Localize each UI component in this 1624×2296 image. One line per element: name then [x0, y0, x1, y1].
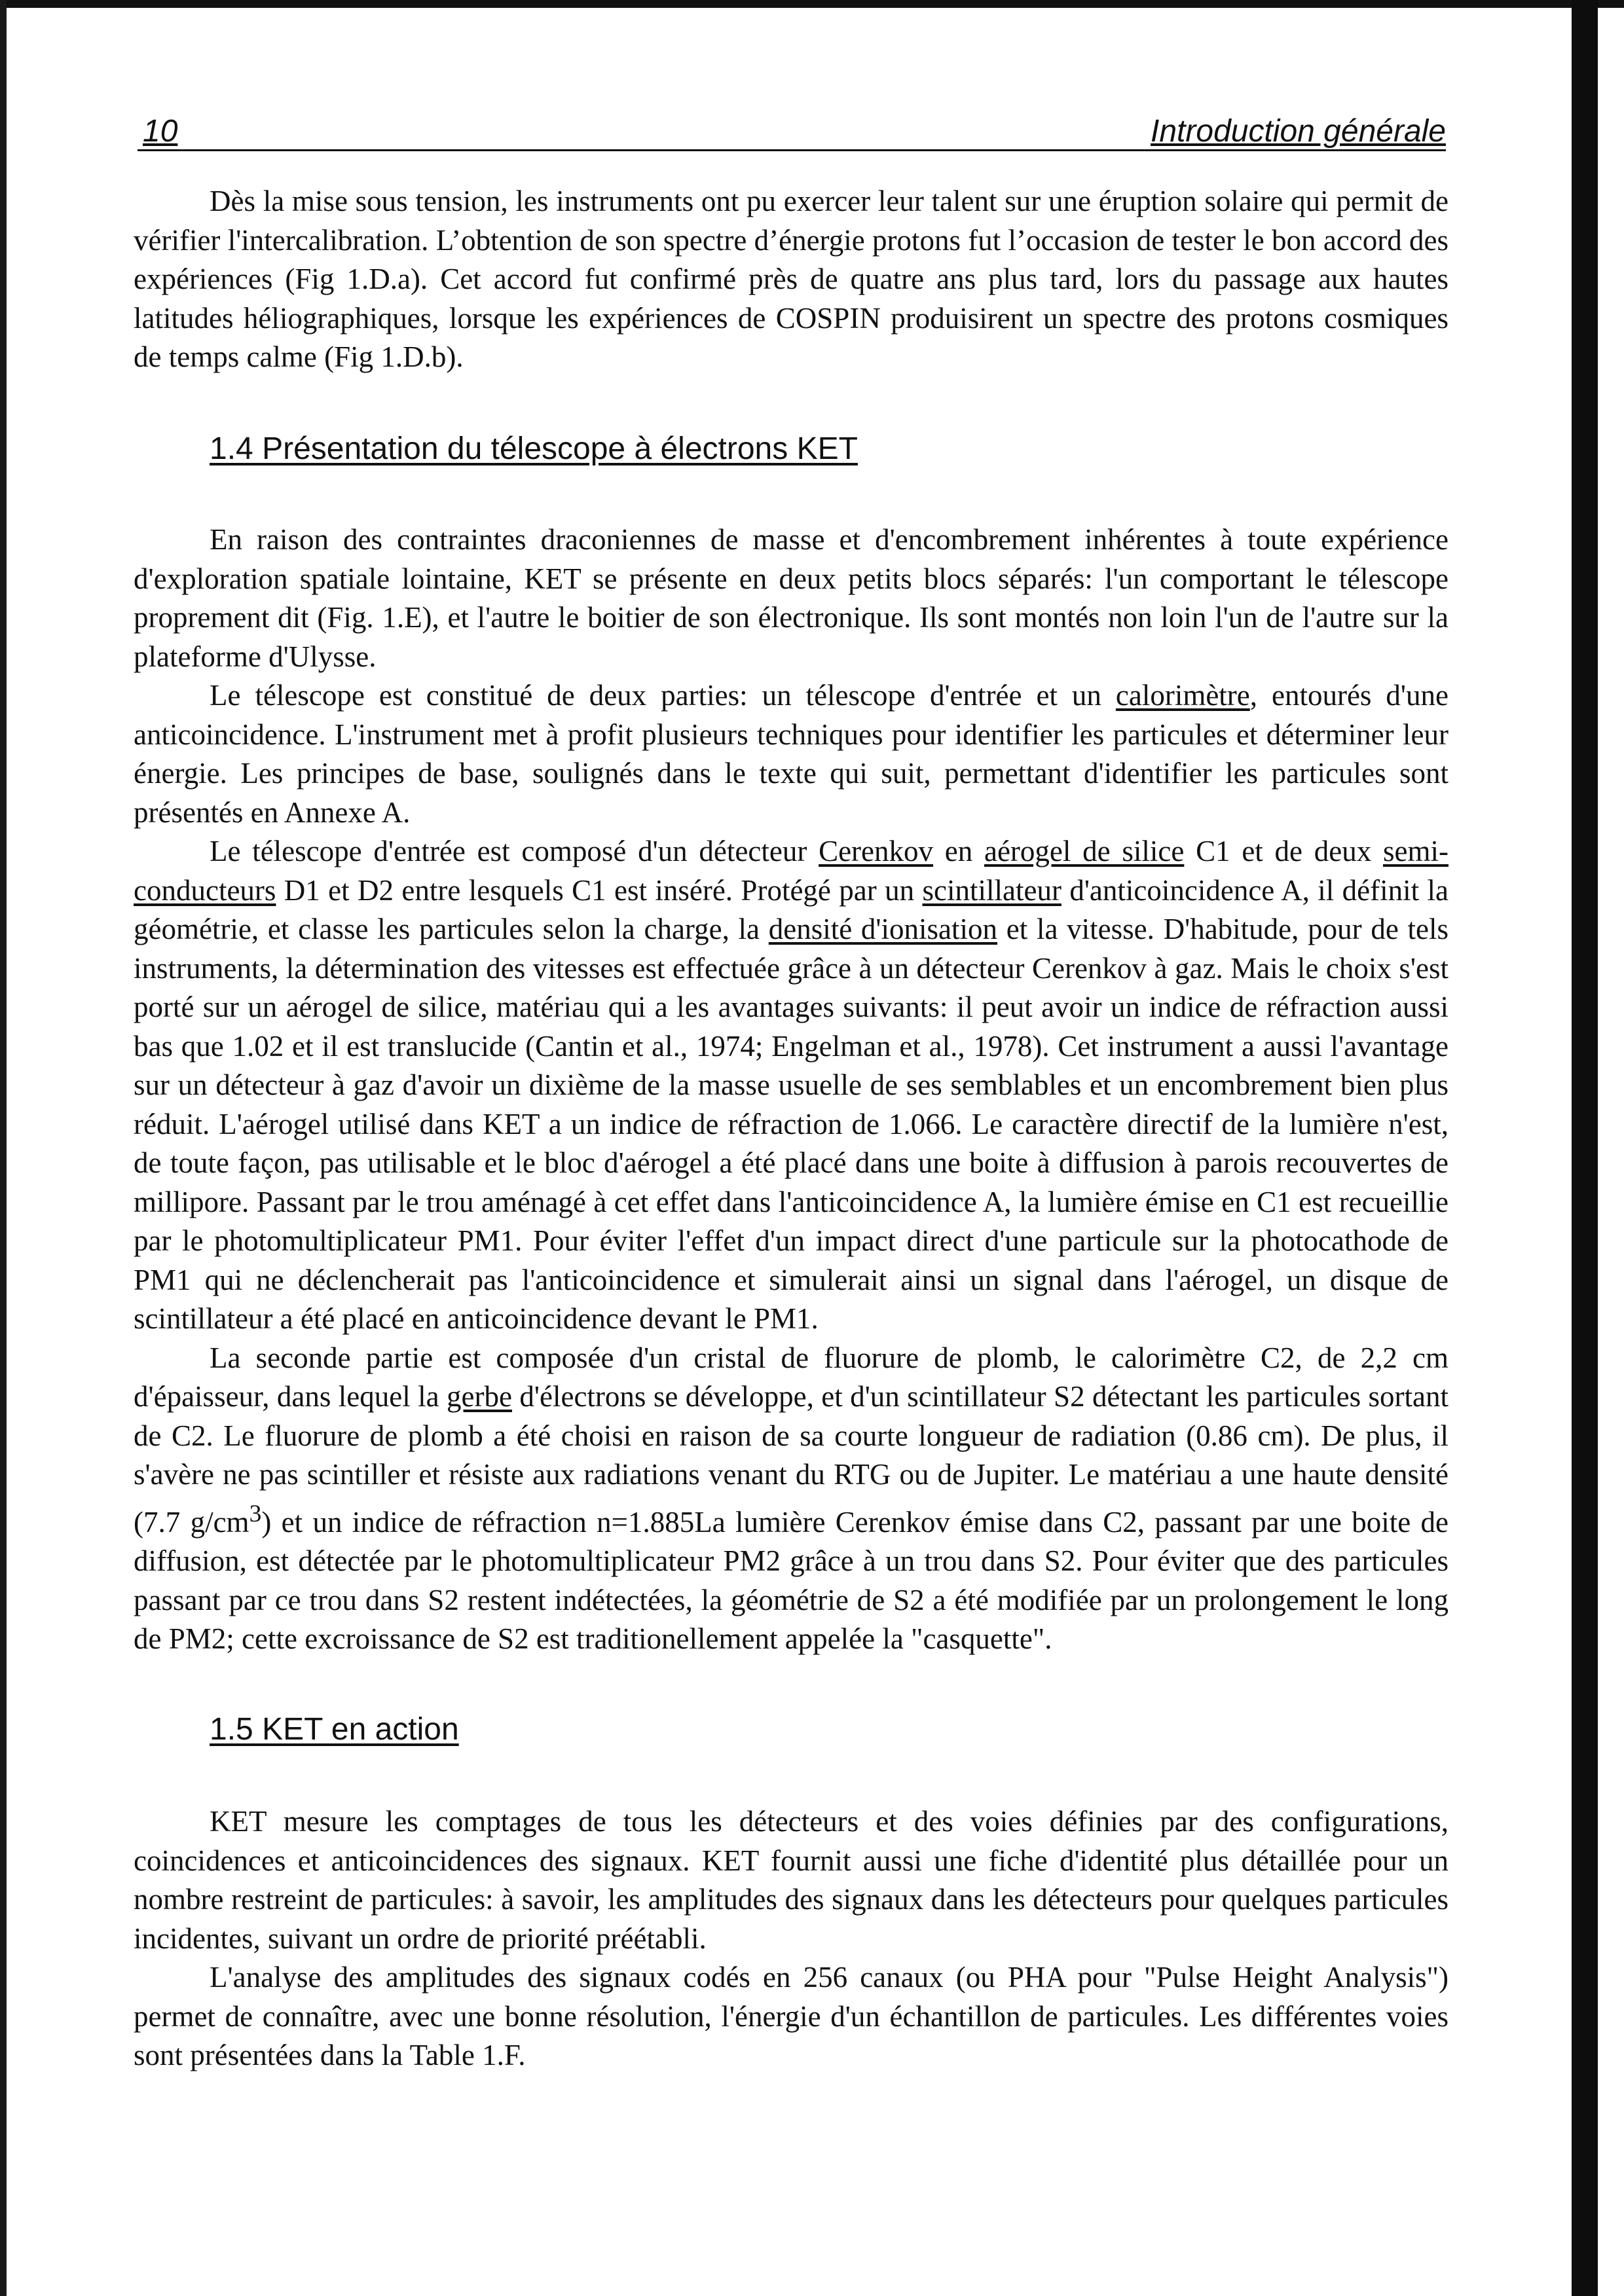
section-heading: 1.5 KET en action — [210, 1711, 459, 1747]
running-title: Introduction générale — [1151, 114, 1446, 149]
scan-edge-top — [0, 0, 1624, 8]
paragraph: En raison des contraintes draconiennes de masse et d'encombrement inhérentes à toute expérience d'exploration spatiale lointaine, KET se présente en deux petits blocs séparés: l'un comportant le télescope proprement dit (Fig. 1.E), et l'autre le boitier de son électronique. Ils sont montés non loin l'un de l'autre sur la plateforme d'Ulysse. — [134, 523, 1449, 673]
underlined-term: gerbe — [447, 1380, 512, 1413]
scan-edge-right — [1572, 0, 1598, 2296]
underlined-term: densité d'ionisation — [768, 913, 998, 945]
superscript: 3 — [249, 1500, 262, 1527]
underlined-term: calorimètre — [1115, 679, 1250, 712]
running-header — [138, 109, 1446, 151]
underlined-term: aérogel de silice — [984, 835, 1185, 867]
paragraph: L'analyse des amplitudes des signaux codés en 256 canaux (ou PHA pour "Pulse Height Analysis") permet de connaître, avec une bonne résolution, l'énergie d'un échantillon de particules. Les différentes voies sont présentées dans la Table 1.F. — [134, 1961, 1449, 2071]
paragraph: La seconde partie est composée d'un cristal de fluorure de plomb, le calorimètre C2, de 2,2 cm d'épaisseur, dans lequel la gerbe d'électrons se développe, et d'un scintillateur S2 détectant les particules sortant de C2. Le fluorure de plomb a été choisi en raison de sa courte longueur de radiation (0.86 cm). De plus, il s'avère ne pas scintiller et résiste aux radiations venant du RTG ou de Jupiter. Le matériau a une haute densité (7.7 $g/cm^3$) et un indice de réfraction n=1.885La lumière Cerenkov émise dans C2, passant par une boite de diffusion, est détectée par le photomultiplicateur PM2 grâce à un trou dans S2. Pour éviter que des particules passant par ce trou dans S2 restent indétectées, la géométrie de S2 a été modifiée par un prolongement le long de PM2; cette excroissance de S2 est traditionellement appelée la "casquette". — [134, 1341, 1449, 1655]
section-heading: 1.4 Présentation du télescope à électrons KET — [210, 431, 858, 466]
underlined-term: scintillateur — [922, 873, 1061, 907]
paragraph: KET mesure les comptages de tous les détecteurs et des voies définies par des configurations, coincidences et anticoincidences des signaux. KET fournit aussi une fiche d'identité plus détaillée pour un nombre restreint de particules: à savoir, les amplitudes des signaux dans les détecteurs pour quelques particules incidentes, suivant un ordre de priorité préétabli. — [134, 1805, 1449, 1955]
underlined-term: Cerenkov — [819, 835, 934, 867]
page-number: 10 — [143, 114, 178, 149]
page-body — [134, 182, 1449, 2075]
paragraph: Dès la mise sous tension, les instruments ont pu exercer leur talent sur une éruption solaire qui permit de vérifier l'intercalibration. L’obtention de son spectre d’énergie protons fut l’occasion de tester le bon accord des expériences (Fig 1.D.a). Cet accord fut confirmé près de quatre ans plus tard, lors du passage aux hautes latitudes héliographiques, lorsque les expériences de COSPIN produisirent un spectre des protons cosmiques de temps calme (Fig 1.D.b). — [134, 185, 1449, 373]
underlined-term: semi-conducteurs — [134, 835, 1449, 907]
paragraph: Le télescope d'entrée est composé d'un détecteur Cerenkov en aérogel de silice C1 et de deux semi-conducteurs D1 et D2 entre lesquels C1 est inséré. Protégé par un scintillateur d'anticoincidence A, il définit la géométrie, et classe les particules selon la charge, la densité d'ionisation et la vitesse. D'habitude, pour de tels instruments, la détermination des vitesses est effectuée grâce à un détecteur Cerenkov à gaz. Mais le choix s'est porté sur un aérogel de silice, matériau qui a les avantages suivants: il peut avoir un indice de réfraction aussi bas que 1.02 et il est translucide (Cantin et al., 1974; Engelman et al., 1978). Cet instrument a aussi l'avantage sur un détecteur à gaz d'avoir un dixième de la masse usuelle de ses semblables et un encombrement bien plus réduit. L'aérogel utilisé dans KET a un indice de réfraction de 1.066. Le caractère directif de la lumière n'est, de toute façon, pas utilisable et le bloc d'aérogel a été placé dans une boite à diffusion à parois recouvertes de millipore. Passant par le trou aménagé à cet effet dans l'anticoincidence A, la lumière émise en C1 est recueillie par le photomultiplicateur PM1. Pour éviter l'effet d'un impact direct d'une particule sur la photocathode de PM1 qui ne déclencherait pas l'anticoincidence et simulerait ainsi un signal dans l'aérogel, un disque de scintillateur a été placé en anticoincidence devant le PM1. — [134, 835, 1449, 1335]
scan-edge-left — [0, 0, 7, 2296]
paragraph: Le télescope est constitué de deux parties: un télescope d'entrée et un calorimètre, entourés d'une anticoincidence. L'instrument met à profit plusieurs techniques pour identifier les particules et déterminer leur énergie. Les principes de base, soulignés dans le texte qui suit, permettant d'identifier les particules sont présentés en Annexe A. — [134, 679, 1449, 829]
